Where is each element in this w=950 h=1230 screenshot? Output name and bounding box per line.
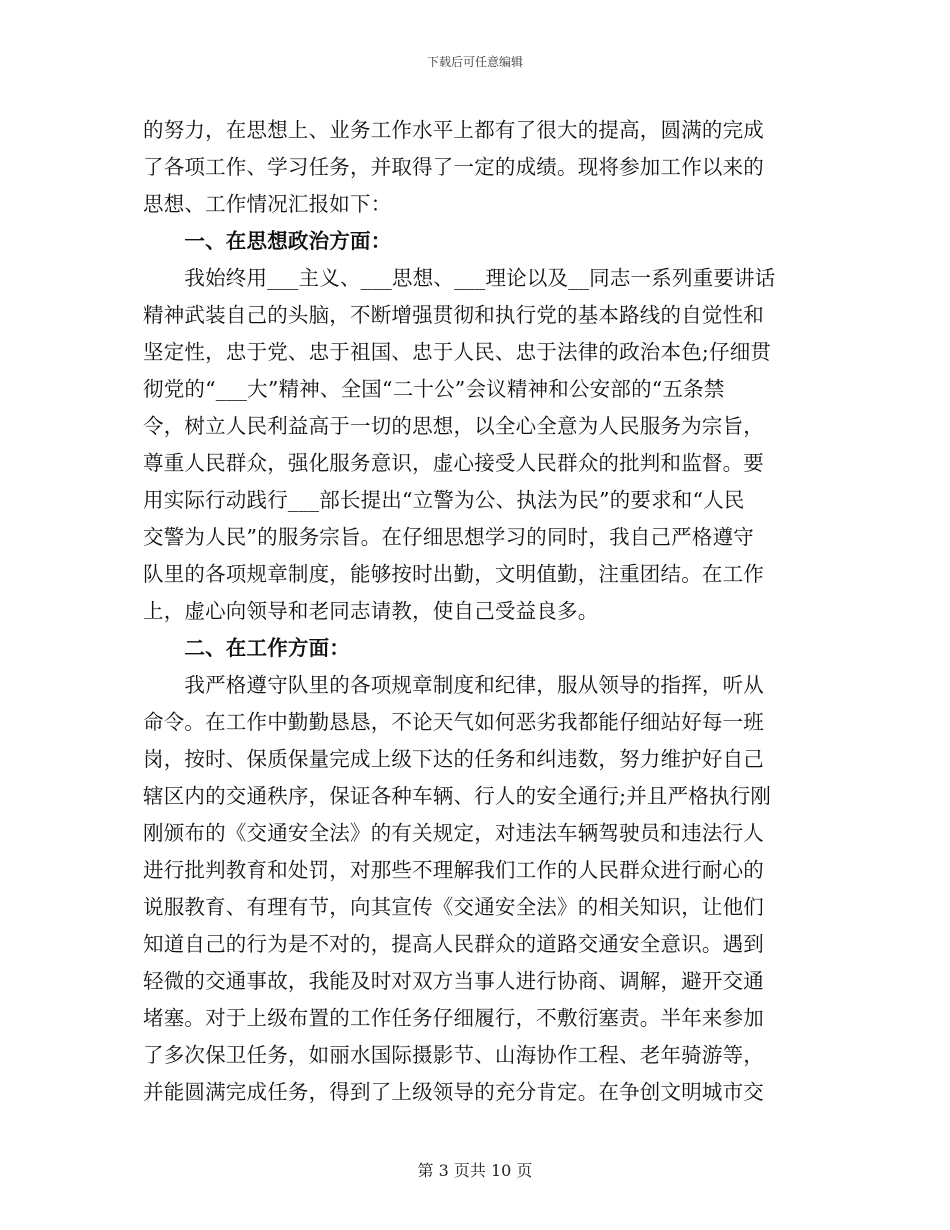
text-line: 轻微的交通事故，我能及时对双方当事人进行协商、调解，避开交通 <box>143 969 764 993</box>
text-line: 队里的各项规章制度，能够按时出勤，文明值勤，注重团结。在工作 <box>143 562 764 586</box>
text-line: 刚颁布的《交通安全法》的有关规定，对违法车辆驾驶员和违法行人 <box>143 821 764 845</box>
text-line: 的努力，在思想上、业务工作水平上都有了很大的提高，圆满的完成 <box>143 118 764 142</box>
text-line: 彻党的“___大”精神、全国“二十公”会议精神和公安部的“五条禁 <box>143 377 725 401</box>
text-line: 上，虚心向领导和老同志请教，使自己受益良多。 <box>143 599 599 623</box>
text-line: 命令。在工作中勤勤恳恳，不论天气如何恶劣我都能仔细站好每一班 <box>143 710 764 734</box>
section-heading: 二、在工作方面： <box>143 636 350 660</box>
section-heading: 一、在思想政治方面： <box>143 229 392 253</box>
text-line: 令，树立人民利益高于一切的思想，以全心全意为人民服务为宗旨， <box>143 414 764 438</box>
text-line: 交警为人民”的服务宗旨。在仔细思想学习的同时，我自己严格遵守 <box>143 525 754 549</box>
text-line: 精神武装自己的头脑，不断增强贯彻和执行党的基本路线的自觉性和 <box>143 303 764 327</box>
text-line: 用实际行动践行___部长提出“立警为公、执法为民”的要求和“人民 <box>143 488 745 512</box>
text-line: 尊重人民群众，强化服务意识，虚心接受人民群众的批判和监督。要 <box>143 451 764 475</box>
text-line: 了各项工作、学习任务，并取得了一定的成绩。现将参加工作以来的 <box>143 155 764 179</box>
text-line: 我始终用___主义、___思想、___理论以及__同志一系列重要讲话 <box>143 266 776 290</box>
text-line: 堵塞。对于上级布置的工作任务仔细履行，不敷衍塞责。半年来参加 <box>143 1006 764 1030</box>
page-footer: 第 3 页共 10 页 <box>417 1161 533 1180</box>
text-line: 岗，按时、保质保量完成上级下达的任务和纠违数，努力维护好自己 <box>143 747 764 771</box>
text-line: 说服教育、有理有节，向其宣传《交通安全法》的相关知识，让他们 <box>143 895 764 919</box>
page-header: 下载后可任意编辑 <box>426 55 523 69</box>
text-line: 了多次保卫任务，如丽水国际摄影节、山海协作工程、老年骑游等， <box>143 1043 764 1067</box>
text-line: 思想、工作情况汇报如下： <box>143 192 392 216</box>
text-line: 知道自己的行为是不对的，提高人民群众的道路交通安全意识。遇到 <box>143 932 764 956</box>
document-body <box>143 112 813 1111</box>
text-line: 进行批判教育和处罚，对那些不理解我们工作的人民群众进行耐心的 <box>143 858 764 882</box>
text-line: 辖区内的交通秩序，保证各种车辆、行人的安全通行;并且严格执行刚 <box>143 784 772 808</box>
text-line: 我严格遵守队里的各项规章制度和纪律，服从领导的指挥，听从 <box>143 673 764 697</box>
text-line: 并能圆满完成任务，得到了上级领导的充分肯定。在争创文明城市交 <box>143 1080 764 1104</box>
text-line: 坚定性，忠于党、忠于祖国、忠于人民、忠于法律的政治本色;仔细贯 <box>143 340 772 364</box>
